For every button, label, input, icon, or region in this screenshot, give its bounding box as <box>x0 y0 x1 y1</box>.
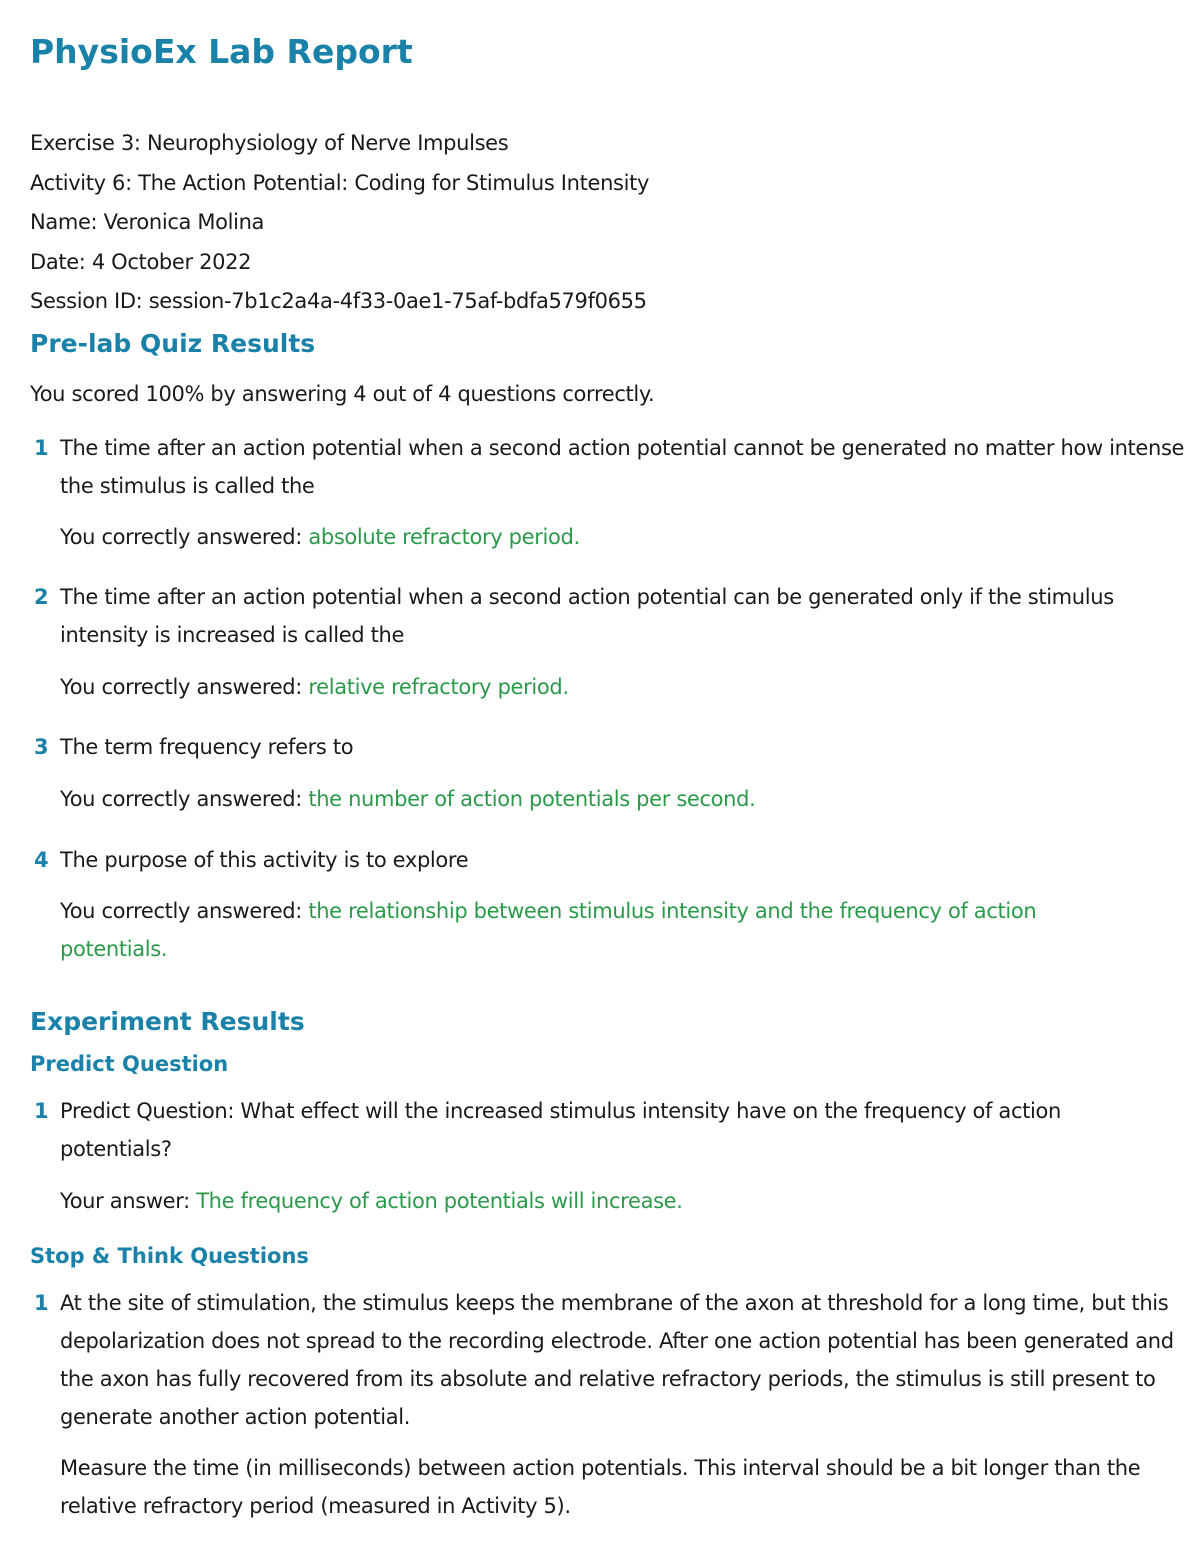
stop-think-heading: Stop & Think Questions <box>30 1244 309 1268</box>
prelab-answer-1 <box>60 518 1186 556</box>
question-number: 4 <box>34 848 49 872</box>
name-line: Name: Veronica Molina <box>30 210 265 234</box>
prelab-answer-2 <box>60 668 1186 706</box>
exercise-line: Exercise 3: Neurophysiology of Nerve Impulses <box>30 131 509 155</box>
answer-value: the number of action potentials per second. <box>308 787 756 811</box>
answer-value: relative refractory period. <box>308 675 569 699</box>
date-line: Date: 4 October 2022 <box>30 249 252 274</box>
prelab-heading: Pre-lab Quiz Results <box>30 329 316 358</box>
answer-value: The frequency of action potentials will increase. <box>196 1189 683 1213</box>
question-text: The purpose of this activity is to explore <box>60 848 469 872</box>
prelab-question-1 <box>30 429 1186 505</box>
answer-prefix: You correctly answered: <box>60 787 309 811</box>
prelab-answer-4 <box>60 892 1140 968</box>
prelab-score: You scored 100% by answering 4 out of 4 questions correctly. <box>30 382 655 406</box>
answer-prefix: You correctly answered: <box>60 525 309 549</box>
predict-heading: Predict Question <box>30 1052 229 1076</box>
prelab-answer-3 <box>60 780 1186 818</box>
question-number: 1 <box>34 436 49 460</box>
prelab-question-3 <box>30 728 1186 766</box>
predict-answer <box>60 1182 1186 1220</box>
question-text: The time after an action potential when a second action potential cannot be generated no matter how intense the stimulus is called the <box>60 436 1185 498</box>
prelab-question-4 <box>30 841 1186 879</box>
experiment-heading: Experiment Results <box>30 1007 305 1036</box>
session-line: Session ID: session-7b1c2a4a-4f33-0ae1-75af-bdfa579f0655 <box>30 289 647 313</box>
answer-prefix: You correctly answered: <box>60 675 309 699</box>
report-meta <box>30 124 649 322</box>
answer-prefix: You correctly answered: <box>60 899 309 923</box>
activity-line: Activity 6: The Action Potential: Coding for Stimulus Intensity <box>30 170 650 195</box>
question-text: The term frequency refers to <box>60 735 354 759</box>
predict-question-1 <box>30 1092 1160 1168</box>
question-text: The time after an action potential when a second action potential can be generated only if the stimulus intensity is increased is called the <box>60 585 1114 647</box>
question-number: 2 <box>34 585 49 609</box>
stop-think-question-1 <box>30 1284 1192 1436</box>
question-text: Predict Question: What effect will the increased stimulus intensity have on the frequency of action potentials? <box>60 1099 1061 1161</box>
question-number: 3 <box>34 735 49 759</box>
question-text: At the site of stimulation, the stimulus keeps the membrane of the axon at threshold for a long time, but this depolarization does not spread to the recording electrode. After one action potential has been generated and the axon has fully recovered from its absolute and relative refractory periods, the stimulus is still present to generate another action potential. <box>60 1291 1174 1429</box>
stop-think-instruction: Measure the time (in milliseconds) between action potentials. This interval should be a bit longer than the relative refractory period (measured in Activity 5). <box>60 1456 1141 1518</box>
question-number: 1 <box>34 1099 49 1123</box>
answer-value: the relationship between stimulus intensity and the frequency of action potentials. <box>60 899 1037 961</box>
question-number: 1 <box>34 1291 49 1315</box>
prelab-question-2 <box>30 578 1186 654</box>
answer-prefix: Your answer: <box>60 1189 197 1213</box>
answer-value: absolute refractory period. <box>308 525 580 549</box>
page-title: PhysioEx Lab Report <box>30 32 413 71</box>
